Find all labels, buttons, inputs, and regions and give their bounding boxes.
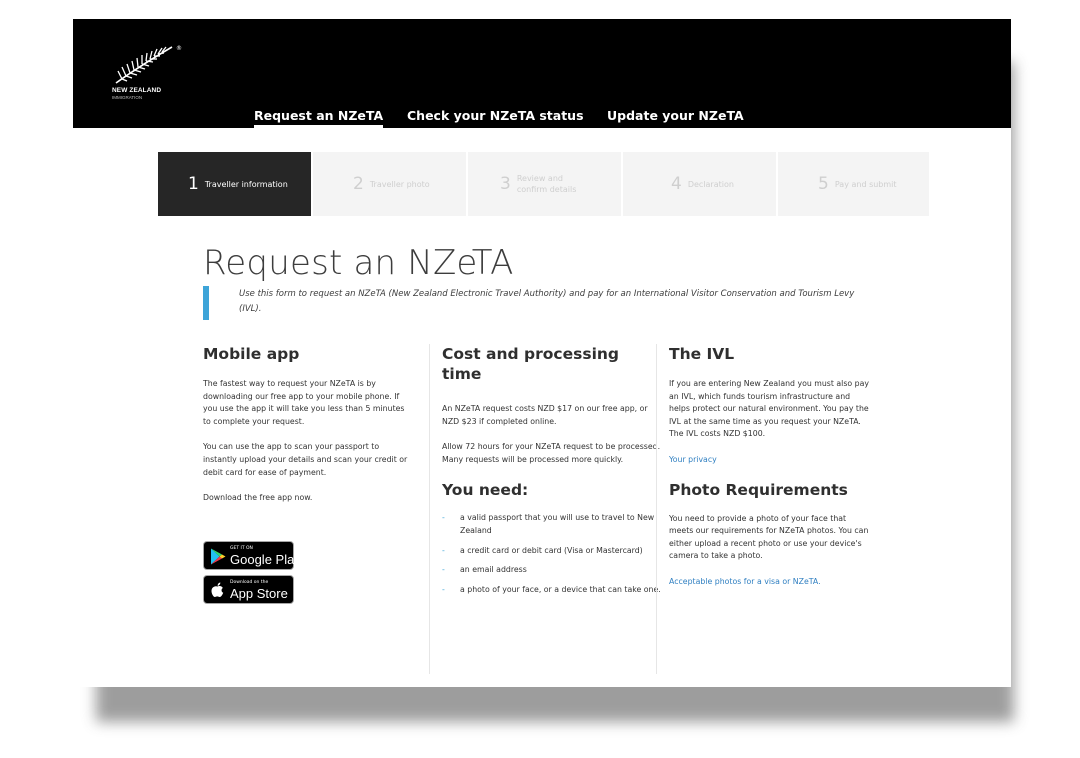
screenshot-card: [73, 19, 1011, 687]
mobile-app-paragraph: You can use the app to scan your passport to instantly upload your details and scan your credit or debit card for ease of payment.: [203, 442, 408, 477]
download-prompt: Download the free app now.: [203, 493, 313, 503]
step-label: Traveller photo: [369, 179, 430, 189]
page-title: Request an NZeTA: [203, 243, 514, 283]
list-item: - a photo of your face, or a device that can take one.: [442, 584, 661, 594]
intro-accent-bar: [203, 286, 209, 320]
step-label: Pay and submit: [834, 179, 897, 189]
step-number: 4: [671, 174, 682, 194]
brand-subtitle: IMMIGRATION: [112, 95, 143, 100]
tab-request-nzeta[interactable]: Request an NZeTA: [254, 108, 383, 128]
apple-icon: [211, 582, 224, 598]
list-item: - a credit card or debit card (Visa or Mastercard): [442, 545, 643, 555]
list-item: - a valid passport that you will use to travel to New Zealand: [442, 513, 655, 535]
google-play-button[interactable]: [203, 541, 301, 570]
ivl-section: [656, 344, 869, 674]
tab-update-nzeta[interactable]: Update your NZeTA: [607, 108, 744, 123]
ivl-heading: The IVL: [669, 345, 735, 363]
acceptable-photos-link[interactable]: Acceptable photos for a visa or NZeTA.: [669, 576, 821, 586]
processing-paragraph: Allow 72 hours for your NZeTA request to be processed. Many requests will be processed more quickly.: [442, 442, 661, 464]
step-label: Review and confirm details: [516, 174, 577, 194]
page-intro: Use this form to request an NZeTA (New Zealand Electronic Travel Authority) and pay for an International Visitor Conservation and Tourism Levy (IVL).: [239, 289, 855, 314]
nz-immigration-logo[interactable]: [112, 43, 182, 103]
step-number: 5: [818, 174, 829, 194]
cost-section: [429, 344, 667, 674]
app-store-small-text: Download on the: [230, 580, 269, 585]
list-item: - an email address: [442, 565, 527, 575]
registered-mark: ®: [176, 45, 182, 52]
mobile-app-section: [203, 344, 411, 601]
you-need-list: [442, 512, 667, 596]
brand-name: NEW ZEALAND: [112, 87, 162, 94]
step-number: 3: [500, 174, 511, 194]
step-traveller-photo[interactable]: [313, 152, 466, 216]
step-review-confirm[interactable]: [468, 152, 621, 216]
step-pay-submit[interactable]: [778, 152, 929, 216]
you-need-heading: You need:: [442, 481, 529, 500]
step-number: 1: [188, 174, 199, 194]
ivl-paragraph: If you are entering New Zealand you must also pay an IVL, which funds tourism infrastructure and helps protect our natural environment. You pay the IVL at the same time as you request your NZeTA. The IVL costs NZD $100.: [669, 379, 869, 439]
progress-steps: [158, 152, 929, 216]
your-privacy-link[interactable]: Your privacy: [669, 454, 717, 464]
step-declaration[interactable]: [623, 152, 776, 216]
silver-fern-icon: [112, 43, 176, 85]
cost-paragraph: An NZeTA request costs NZD $17 on our free app, or NZD $23 if completed online.: [442, 404, 648, 426]
step-number: 2: [353, 174, 364, 194]
tab-check-status[interactable]: Check your NZeTA status: [407, 108, 584, 123]
google-play-small-text: GET IT ON: [230, 546, 253, 551]
photo-paragraph: You need to provide a photo of your face that meets our requirements for NZeTA photos. You can either upload a recent photo or use your device's camera to take a photo.: [669, 513, 869, 561]
step-label: Traveller information: [204, 179, 288, 189]
site-header: [73, 19, 1011, 128]
step-traveller-information[interactable]: [158, 152, 311, 216]
photo-requirements-heading: Photo Requirements: [669, 480, 848, 499]
step-label: Declaration: [687, 179, 734, 189]
google-play-icon: [210, 548, 226, 565]
google-play-label: Google Play: [230, 552, 301, 567]
cost-heading: Cost and processing time: [442, 345, 620, 383]
mobile-app-paragraph: The fastest way to request your NZeTA is by downloading our free app to your mobile phone. If you use the app it will take you less than 5 minutes to complete your request.: [203, 379, 405, 426]
app-store-label: App Store: [230, 586, 288, 601]
mobile-app-heading: Mobile app: [203, 345, 300, 363]
app-store-button[interactable]: [203, 575, 294, 604]
